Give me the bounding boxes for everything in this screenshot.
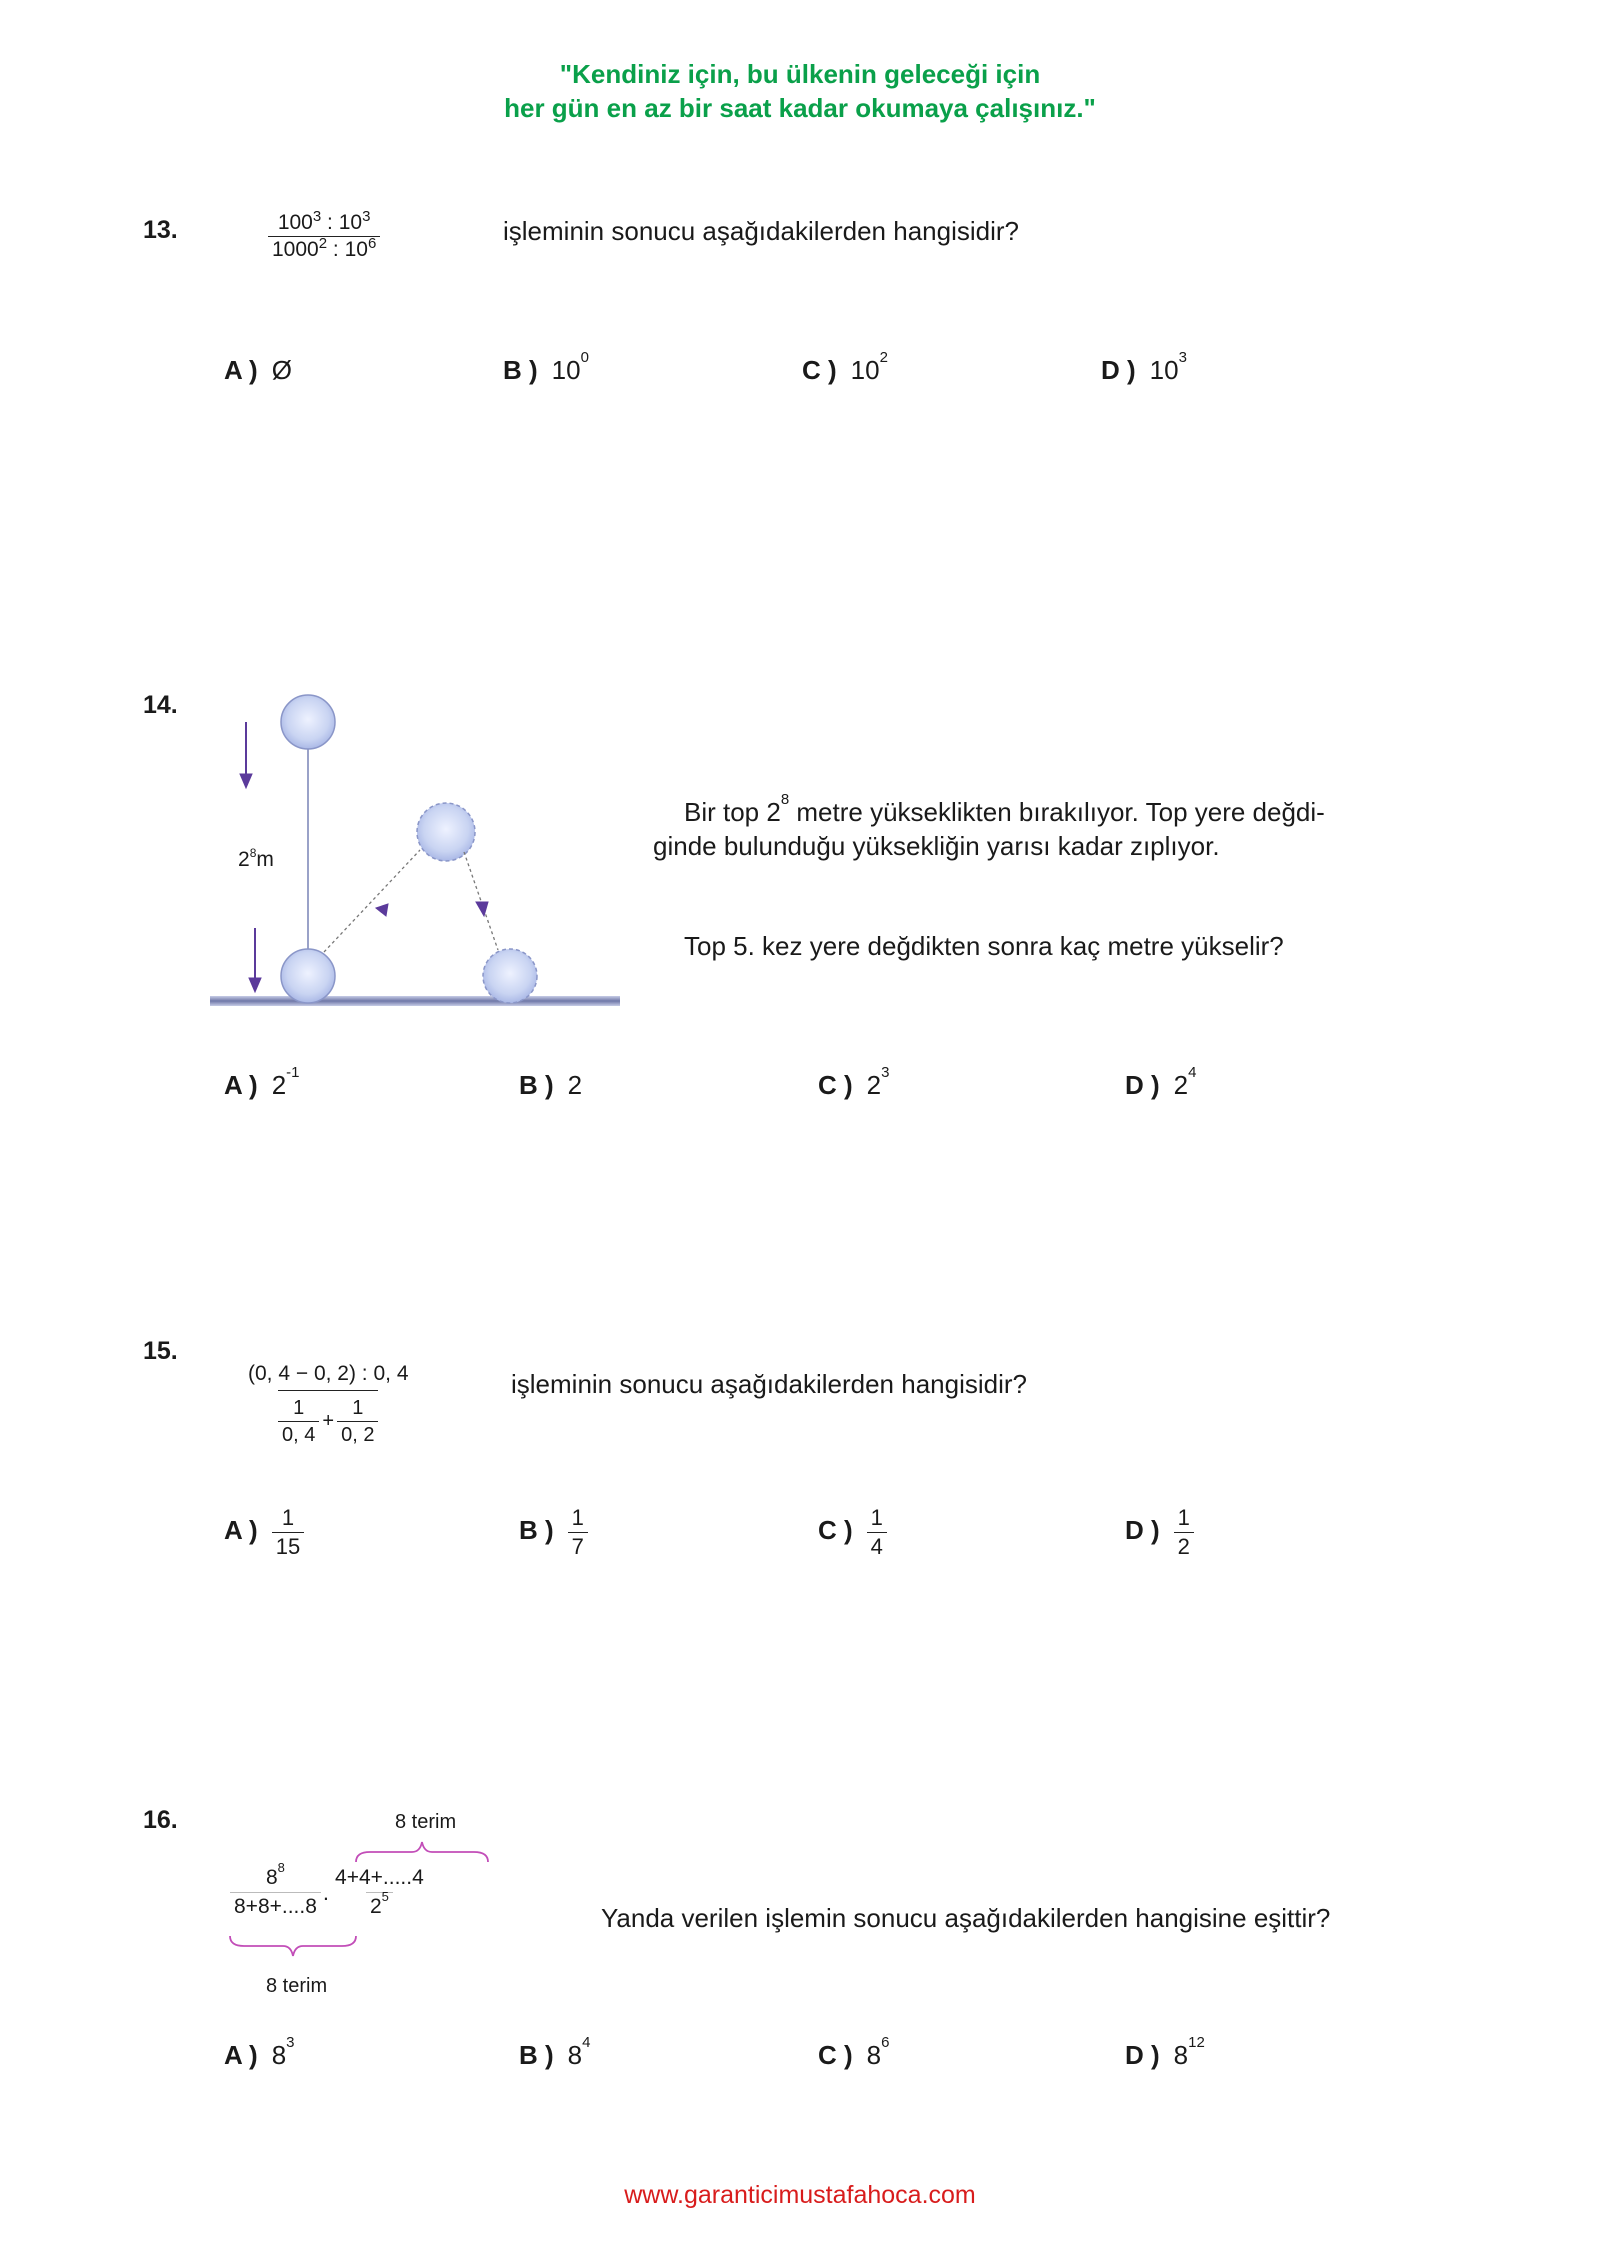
q15-option-b[interactable]: B ) $\frac{1}{7}$ <box>519 1504 588 1561</box>
ball-ground-1 <box>281 949 335 1003</box>
question-14-text-line-3: Top 5. kez yere değdikten sonra kaç metre yükselir? <box>684 931 1284 961</box>
question-14-text-line-2: ginde bulunduğu yüksekliğin yarısı kadar zıplıyor. <box>653 831 1220 861</box>
q14-option-a[interactable]: A ) $2^{-1}$ <box>224 1064 300 1100</box>
q13-option-c[interactable]: C ) $10^2$ <box>802 349 888 385</box>
q16-option-c[interactable]: C ) $8^6$ <box>818 2034 890 2070</box>
motto-line-1: "Kendiniz için, bu ülkenin geleceği için <box>559 59 1041 89</box>
bouncing-ball-diagram <box>200 680 640 1020</box>
q16-option-b[interactable]: B ) $8^4$ <box>519 2034 591 2070</box>
q13-option-b[interactable]: B ) $10^0$ <box>503 349 589 385</box>
q13-option-d[interactable]: D ) $10^3$ <box>1101 349 1187 385</box>
bounce-down-path <box>464 852 498 950</box>
footer-website-link[interactable]: www.garanticimustafahoca.com <box>624 2181 976 2209</box>
q14-option-b[interactable]: B ) 2 <box>519 1070 583 1100</box>
question-16-expression: $8^8$ 8+8+....8 . 4+4+.....4 $2^5$ <box>230 1866 428 1919</box>
ground-line <box>210 996 620 1006</box>
question-13-text: işleminin sonucu aşağıdakilerden hangisidir? <box>503 216 1019 246</box>
q14-option-c[interactable]: C ) $2^3$ <box>818 1064 890 1100</box>
question-15-number: 15. <box>143 1337 178 1365</box>
q14-option-d[interactable]: D ) $2^4$ <box>1125 1064 1197 1100</box>
question-16-text: Yanda verilen işlemin sonucu aşağıdakilerden hangisine eşittir? <box>601 1903 1331 1933</box>
question-13-expression: $\frac{100^3 : 10^3}{1000^2 : 10^6}$ <box>268 210 380 263</box>
q15-option-c[interactable]: C ) $\frac{1}{4}$ <box>818 1504 887 1561</box>
q15-option-a[interactable]: A ) $\frac{1}{15}$ <box>224 1504 304 1561</box>
question-16-number: 16. <box>143 1806 178 1834</box>
brace-bottom-label: 8 terim <box>266 1975 328 1997</box>
question-13-number: 13. <box>143 216 178 244</box>
motto-line-2: her gün en az bir saat kadar okumaya çalışınız." <box>504 93 1096 123</box>
question-15-text: işleminin sonucu aşağıdakilerden hangisidir? <box>511 1369 1027 1399</box>
ball-ground-2 <box>483 949 537 1003</box>
ball-start <box>281 695 335 749</box>
height-label: $2^8m$ <box>238 846 274 871</box>
q16-option-a[interactable]: A ) $8^3$ <box>224 2034 295 2070</box>
ball-peak <box>417 803 475 861</box>
question-14-text-line-1: Bir top $2^8$ metre yükseklikten bırakılıyor. Top yere değdi- <box>684 791 1325 827</box>
q13-option-a[interactable]: A ) Ø <box>224 355 292 385</box>
bottom-brace <box>226 1932 360 1962</box>
question-15-expression: (0, 4 − 0, 2) : 0, 4 $\frac{1}{0, 4}$ + $\frac{1}{0, 2}$ <box>248 1362 409 1446</box>
q15-option-d[interactable]: D ) $\frac{1}{2}$ <box>1125 1504 1194 1561</box>
brace-top-label: 8 terim <box>395 1811 457 1833</box>
q16-option-d[interactable]: D ) $8^{12}$ <box>1125 2034 1205 2070</box>
motto-quote <box>0 57 1600 125</box>
bounce-up-path <box>324 850 420 952</box>
question-14-number: 14. <box>143 691 178 719</box>
top-brace <box>352 1836 492 1866</box>
